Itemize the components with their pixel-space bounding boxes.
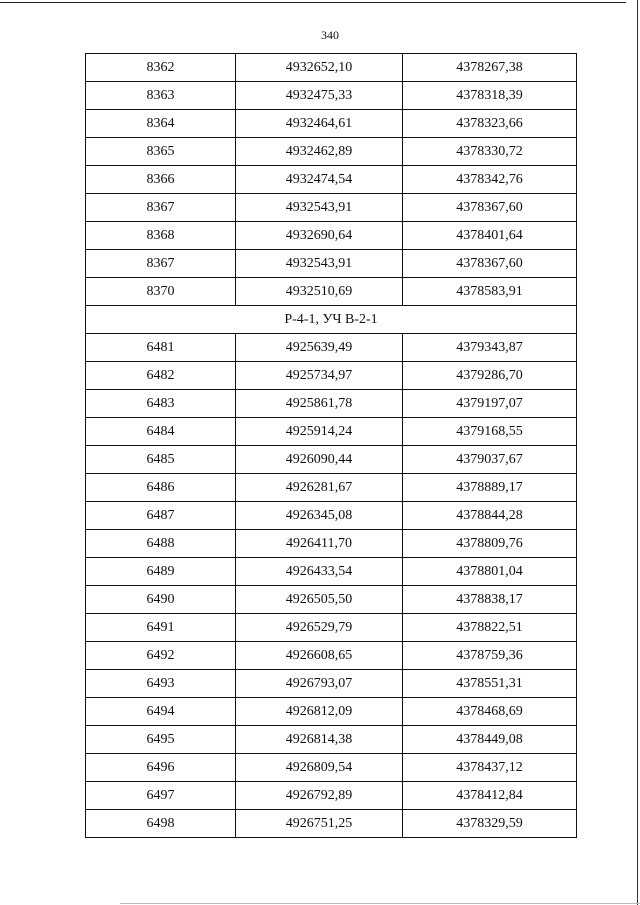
y-coordinate-cell: 4378583,91 (403, 278, 577, 306)
x-coordinate-cell: 4926345,08 (236, 502, 403, 530)
y-coordinate-cell: 4379197,07 (403, 390, 577, 418)
table-row (86, 586, 577, 614)
table-row (86, 726, 577, 754)
y-coordinate-cell: 4378329,59 (403, 810, 577, 838)
table-row (86, 642, 577, 670)
point-id-cell: 6484 (86, 418, 236, 446)
y-coordinate-cell: 4378801,04 (403, 558, 577, 586)
x-coordinate-cell: 4932652,10 (236, 54, 403, 82)
point-id-cell: 8364 (86, 110, 236, 138)
table-row (86, 194, 577, 222)
y-coordinate-cell: 4378809,76 (403, 530, 577, 558)
point-id-cell: 6485 (86, 446, 236, 474)
table-row (86, 446, 577, 474)
x-coordinate-cell: 4932464,61 (236, 110, 403, 138)
table-row (86, 698, 577, 726)
y-coordinate-cell: 4378449,08 (403, 726, 577, 754)
y-coordinate-cell: 4379037,67 (403, 446, 577, 474)
x-coordinate-cell: 4926411,70 (236, 530, 403, 558)
x-coordinate-cell: 4932690,64 (236, 222, 403, 250)
table-row (86, 670, 577, 698)
coordinates-table (85, 53, 577, 838)
point-id-cell: 6488 (86, 530, 236, 558)
x-coordinate-cell: 4932474,54 (236, 166, 403, 194)
y-coordinate-cell: 4378468,69 (403, 698, 577, 726)
table-row (86, 110, 577, 138)
y-coordinate-cell: 4378318,39 (403, 82, 577, 110)
table-row (86, 810, 577, 838)
y-coordinate-cell: 4379168,55 (403, 418, 577, 446)
table-row (86, 530, 577, 558)
x-coordinate-cell: 4926814,38 (236, 726, 403, 754)
page-edge-bottom (120, 903, 640, 904)
y-coordinate-cell: 4378367,60 (403, 194, 577, 222)
y-coordinate-cell: 4378401,64 (403, 222, 577, 250)
point-id-cell: 6495 (86, 726, 236, 754)
table-row (86, 362, 577, 390)
y-coordinate-cell: 4378838,17 (403, 586, 577, 614)
table-row (86, 82, 577, 110)
x-coordinate-cell: 4926809,54 (236, 754, 403, 782)
point-id-cell: 6483 (86, 390, 236, 418)
point-id-cell: 8370 (86, 278, 236, 306)
table-row (86, 222, 577, 250)
point-id-cell: 6482 (86, 362, 236, 390)
section-title: Р-4-1, УЧ В-2-1 (86, 306, 577, 334)
point-id-cell: 6490 (86, 586, 236, 614)
y-coordinate-cell: 4378267,38 (403, 54, 577, 82)
table-row (86, 558, 577, 586)
table-row (86, 474, 577, 502)
x-coordinate-cell: 4926281,67 (236, 474, 403, 502)
x-coordinate-cell: 4926090,44 (236, 446, 403, 474)
table-row (86, 390, 577, 418)
y-coordinate-cell: 4378437,12 (403, 754, 577, 782)
point-id-cell: 8362 (86, 54, 236, 82)
y-coordinate-cell: 4378844,28 (403, 502, 577, 530)
table-row (86, 166, 577, 194)
point-id-cell: 6494 (86, 698, 236, 726)
point-id-cell: 6486 (86, 474, 236, 502)
table-row (86, 278, 577, 306)
point-id-cell: 8367 (86, 250, 236, 278)
x-coordinate-cell: 4932475,33 (236, 82, 403, 110)
page-number: 340 (321, 28, 339, 42)
point-id-cell: 6492 (86, 642, 236, 670)
table-row (86, 614, 577, 642)
coordinates-table-body (86, 54, 577, 838)
x-coordinate-cell: 4932543,91 (236, 250, 403, 278)
y-coordinate-cell: 4378551,31 (403, 670, 577, 698)
y-coordinate-cell: 4378330,72 (403, 138, 577, 166)
point-id-cell: 6497 (86, 782, 236, 810)
section-header-row (86, 306, 577, 334)
y-coordinate-cell: 4379343,87 (403, 334, 577, 362)
y-coordinate-cell: 4378412,84 (403, 782, 577, 810)
x-coordinate-cell: 4926751,25 (236, 810, 403, 838)
table-row (86, 502, 577, 530)
table-row (86, 54, 577, 82)
point-id-cell: 6498 (86, 810, 236, 838)
point-id-cell: 6496 (86, 754, 236, 782)
y-coordinate-cell: 4378759,36 (403, 642, 577, 670)
x-coordinate-cell: 4926792,89 (236, 782, 403, 810)
x-coordinate-cell: 4926812,09 (236, 698, 403, 726)
point-id-cell: 6491 (86, 614, 236, 642)
point-id-cell: 6481 (86, 334, 236, 362)
point-id-cell: 8367 (86, 194, 236, 222)
table-row (86, 754, 577, 782)
x-coordinate-cell: 4932462,89 (236, 138, 403, 166)
y-coordinate-cell: 4379286,70 (403, 362, 577, 390)
y-coordinate-cell: 4378889,17 (403, 474, 577, 502)
y-coordinate-cell: 4378323,66 (403, 110, 577, 138)
x-coordinate-cell: 4926529,79 (236, 614, 403, 642)
table-row (86, 782, 577, 810)
table-row (86, 138, 577, 166)
point-id-cell: 8363 (86, 82, 236, 110)
point-id-cell: 8366 (86, 166, 236, 194)
point-id-cell: 8368 (86, 222, 236, 250)
table-row (86, 250, 577, 278)
x-coordinate-cell: 4925734,97 (236, 362, 403, 390)
x-coordinate-cell: 4926505,50 (236, 586, 403, 614)
point-id-cell: 6487 (86, 502, 236, 530)
y-coordinate-cell: 4378342,76 (403, 166, 577, 194)
x-coordinate-cell: 4925914,24 (236, 418, 403, 446)
x-coordinate-cell: 4925639,49 (236, 334, 403, 362)
point-id-cell: 8365 (86, 138, 236, 166)
table-row (86, 334, 577, 362)
y-coordinate-cell: 4378367,60 (403, 250, 577, 278)
page-edge-top (0, 2, 626, 3)
point-id-cell: 6489 (86, 558, 236, 586)
x-coordinate-cell: 4926793,07 (236, 670, 403, 698)
page-edge-right (637, 0, 638, 905)
x-coordinate-cell: 4932510,69 (236, 278, 403, 306)
x-coordinate-cell: 4932543,91 (236, 194, 403, 222)
x-coordinate-cell: 4926608,65 (236, 642, 403, 670)
y-coordinate-cell: 4378822,51 (403, 614, 577, 642)
x-coordinate-cell: 4925861,78 (236, 390, 403, 418)
table-row (86, 418, 577, 446)
point-id-cell: 6493 (86, 670, 236, 698)
x-coordinate-cell: 4926433,54 (236, 558, 403, 586)
